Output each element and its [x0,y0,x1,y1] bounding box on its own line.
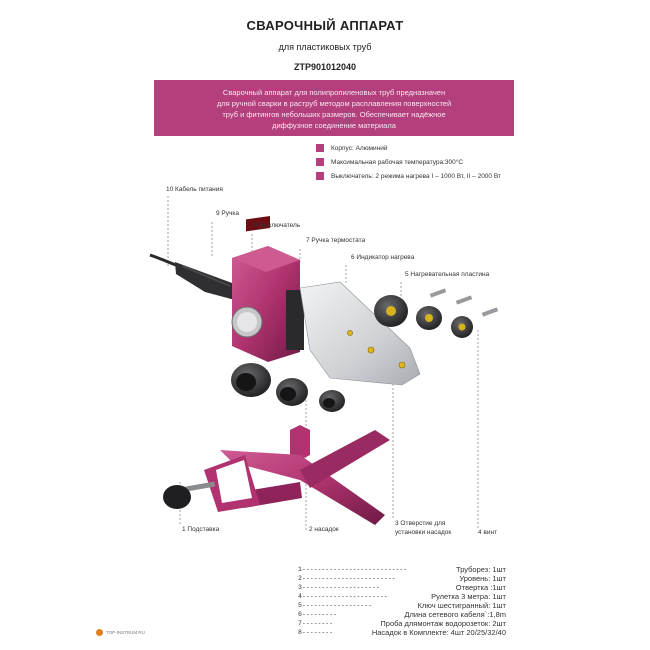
logo-icon [96,629,103,636]
callout-nozzle-hole-line1: 3 Отверстие для [395,520,446,527]
package-item: Насадок в Комплекте: 4шт 20/25/32/40 [371,628,506,637]
package-row-number: 7-------- [298,620,334,627]
package-row-number: 3-------------------- [298,584,380,591]
package-row-number: 6--------- [298,611,338,618]
description-line: для ручной сварки в раструб методом расплавления поверхностей [216,99,452,108]
package-row-number: 8-------- [298,629,334,636]
spec-text: Максимальная рабочая температура:300°С [331,158,464,166]
package-row-number: 2------------------------ [298,575,396,582]
callout-screw: 4 винт [478,529,498,536]
package-item: Отвертка :1шт [455,583,506,592]
description-line: труб и фитингов небольших размеров. Обеспечивает надёжное [222,110,446,119]
package-row-number: 4---------------------- [298,593,388,600]
callout-heat-indicator: 6 Индикатор нагрева [351,254,415,261]
description-line: Сварочный аппарат для полипропиленовых труб предназначен [222,88,446,97]
package-item: Ключ шестигранный: 1шт [417,601,506,610]
callout-stand: 1 Подставка [182,526,220,533]
callout-switch: 8 Выключатель [254,222,301,229]
description-line: диффузное соединение материала [272,121,396,130]
spec-text: Корпус: Алюминий [331,144,388,152]
package-item: Уровень: 1шт [459,574,506,583]
package-item: Рулетка 3 метра: 1шт [431,592,506,601]
page-title: СВАРОЧНЫЙ АППАРАТ [246,18,404,33]
heating-plate [300,282,420,385]
logo-text: TOP-INSTRUM.RU [106,630,145,635]
package-row-number: 5------------------ [298,602,373,609]
package-item: Труборез: 1шт [456,565,506,574]
package-item: Проба длямонтаж водорозеток: 2шт [380,619,506,628]
callout-handle: 9 Ручка [216,210,239,217]
package-row-number: 1--------------------------- [298,566,408,573]
callout-nozzle-hole-line2: установки насадок [395,529,452,536]
stand [163,425,390,525]
callout-thermostat-knob: 7 Ручка термостата [306,237,366,244]
callout-nozzles: 2 насадок [309,526,339,533]
handle [175,262,235,300]
spec-text: Выключатель: 2 режима нагрева I – 1000 Вт, II – 2000 Вт [331,172,501,180]
model-number: ZTP901012040 [293,62,357,72]
callout-heating-plate: 5 Нагревательная пластина [405,271,490,278]
brand-logo [96,629,145,636]
callout-power-cable: 10 Кабель питания [166,186,223,193]
package-item: Длина сетевого кабеля`:1,8m [404,610,506,619]
page-subtitle: для пластиковых труб [278,42,372,52]
